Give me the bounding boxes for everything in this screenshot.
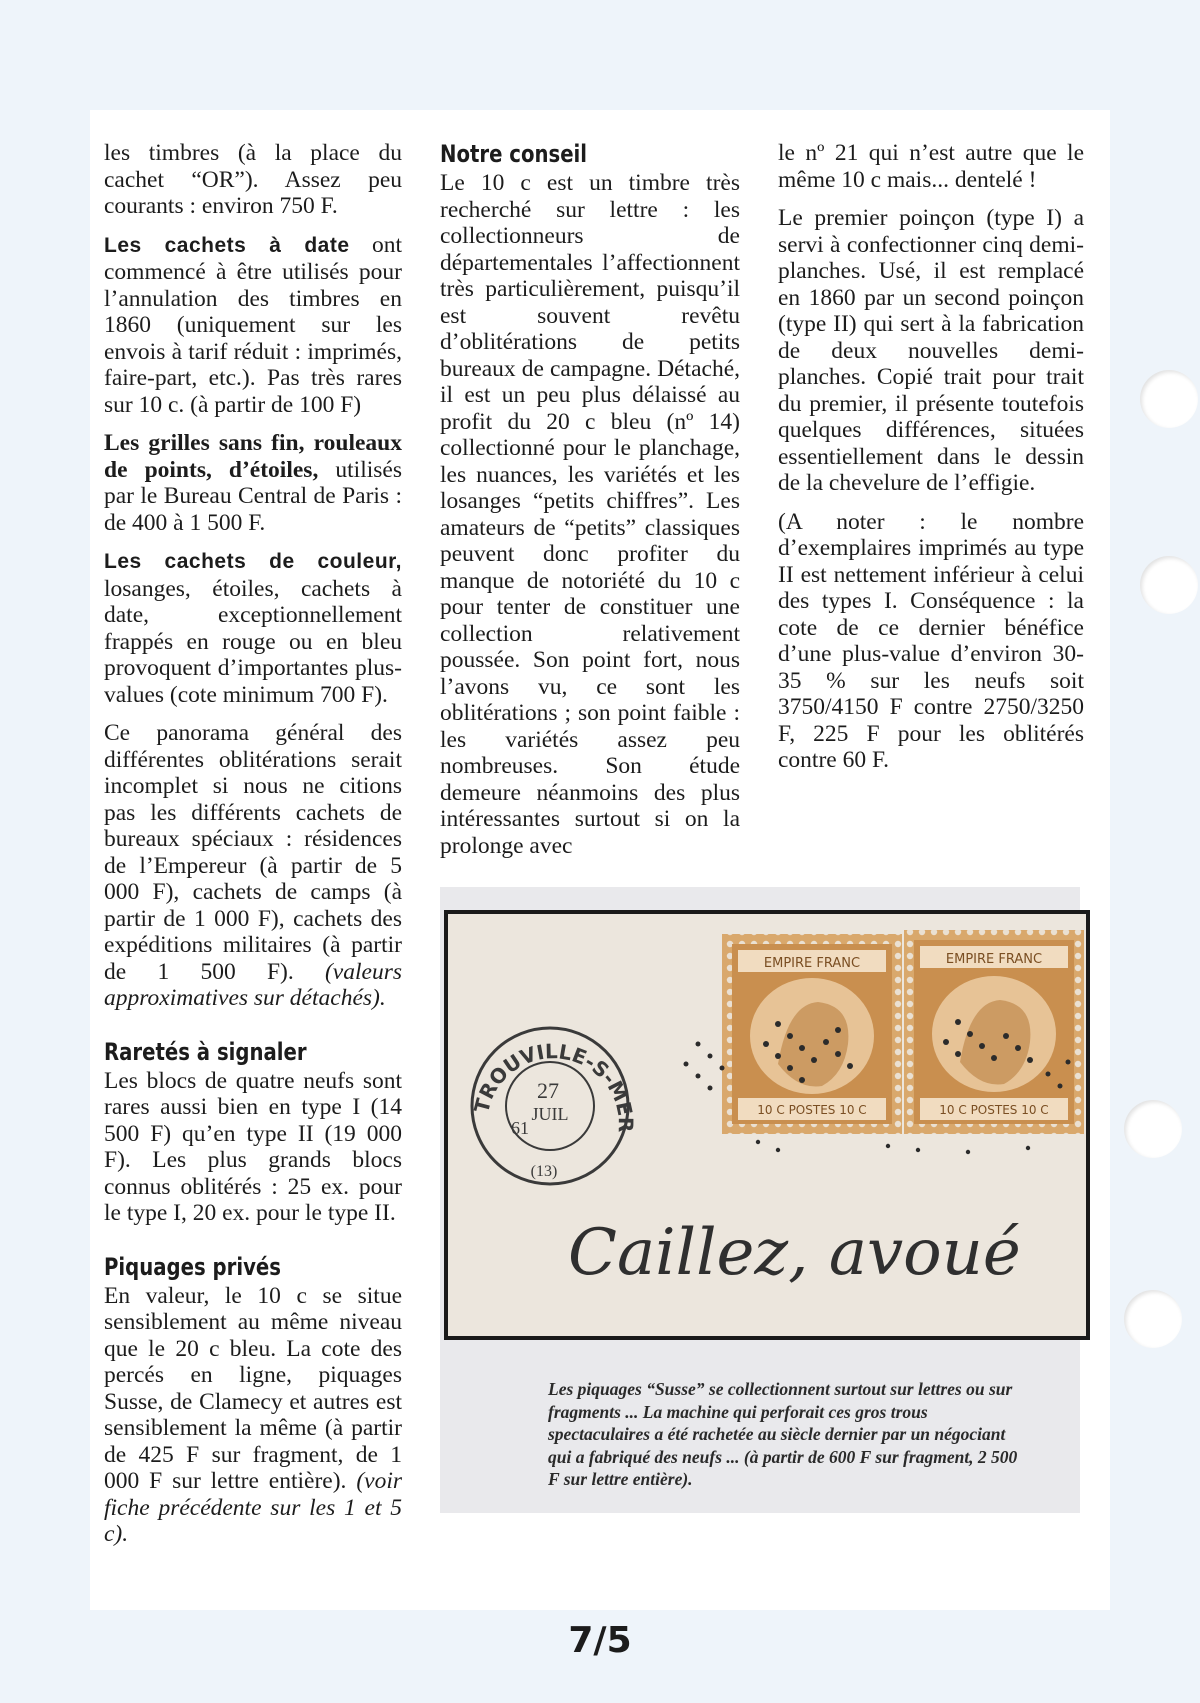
stamp-right-bottom-text: 10 C POSTES 10 C bbox=[939, 1103, 1049, 1117]
heading-piquages: Piquages privés bbox=[104, 1252, 281, 1281]
punch-hole-4 bbox=[1124, 1290, 1182, 1348]
punch-hole-1 bbox=[1140, 370, 1198, 428]
col1-p2-rest: ont commencé à être utilisés pour l’annulation des timbres en 1860 (uniquement sur les envois à tarif réduit : imprimés, faire-part, etc.). Pas très rares sur 10 c. (à partir de 100 F) bbox=[104, 231, 403, 418]
col1-p2-lead: Les cachets à date bbox=[104, 233, 350, 257]
column-1 bbox=[104, 140, 402, 1560]
stamp-right bbox=[904, 930, 1084, 1134]
col1-paragraph-1: les timbres (à la place du cachet “OR”). Assez peu courants : environ 750 F. bbox=[104, 140, 402, 219]
col1-paragraph-4 bbox=[104, 548, 402, 708]
handwritten-signature: Caillez, avoué bbox=[568, 1216, 1021, 1290]
photo-caption: Les piquages “Susse” se collectionnent surtout sur lettres ou sur fragments ... La machine qui perforait ces gros trous spectaculaires a été rachetée au siècle dernier par un négociant qui a fabriqué des neufs ... (à partir de 600 F sur fragment, 2 500 F sur lettre entière). bbox=[548, 1379, 1018, 1489]
col1-paragraph-2 bbox=[104, 232, 402, 419]
stamp-right-top-text: EMPIRE FRANC bbox=[945, 952, 1043, 967]
photo-fragment bbox=[448, 914, 1086, 1336]
postmark-town: TROUVILLE-S-MER bbox=[469, 1039, 638, 1133]
col1-p7-italic: (voir fiche précédente sur les 1 et 5 c). bbox=[104, 1468, 402, 1547]
postmark-year: 61 bbox=[511, 1118, 529, 1138]
stamp-left-bottom-text: 10 C POSTES 10 C bbox=[757, 1103, 867, 1117]
heading-notre-conseil: Notre conseil bbox=[440, 140, 588, 168]
column-2 bbox=[440, 140, 740, 871]
col1-p5-text: Ce panorama général des différentes oblitérations serait incomplet si nous ne citions pas les différents cachets de bureaux spéciaux : résidences de l’Empereur (à partir de 5 000 F), cachets de camps (à partir de 1 000 F), cachets des expéditions militaires (à partir de 1 500 F). bbox=[104, 720, 402, 985]
col1-paragraph-5 bbox=[104, 720, 402, 1012]
col1-p7-text: En valeur, le 10 c se situe sensiblement au même niveau que le 20 c bleu. La cote des percés en ligne, piquages Susse, de Clamecy et autres est sensiblement la même (à partir de 425 F sur fragment, de 1 000 F sur lettre entière). bbox=[104, 1282, 402, 1494]
stamp-fragment-photo bbox=[444, 910, 1090, 1340]
postmark bbox=[469, 1028, 638, 1184]
col1-p5-italic: (valeurs approximatives sur détachés). bbox=[104, 958, 402, 1011]
col3-paragraph-2: Le premier poinçon (type I) a servi à confectionner cinq demi-planches. Usé, il est remplacé en 1860 par un second poinçon (type II) qui sert à la fabrication de deux nouvelles demi-planches. Copié trait pour trait du premier, il présente toutefois quelques différences, situées essentiellement dans le dessin de la chevelure de l’effigie. bbox=[778, 205, 1084, 496]
col1-paragraph-3 bbox=[104, 430, 402, 536]
postmark-day: 27 bbox=[537, 1078, 559, 1103]
heading-raretes: Raretés à signaler bbox=[104, 1037, 307, 1066]
col1-p4-rest: losanges, étoiles, cachets à date, exceptionnellement frappés en rouge ou en bleu provoquent d’importantes plus-values (cote minimum 700 F). bbox=[104, 575, 402, 708]
punch-hole-2 bbox=[1140, 556, 1198, 614]
postmark-month: JUIL bbox=[531, 1104, 569, 1124]
postmark-dept: (13) bbox=[530, 1163, 558, 1180]
col1-paragraph-6: Les blocs de quatre neufs sont rares aussi bien en type I (14 500 F) qu’en type II (19 000 F). Les plus grands blocs connus oblitérés : 25 ex. pour le type I, 20 ex. pour le type II. bbox=[104, 1067, 402, 1226]
col3-paragraph-1: le nº 21 qui n’est autre que le même 10 c mais... dentelé ! bbox=[778, 140, 1084, 193]
col1-paragraph-7 bbox=[104, 1283, 402, 1548]
stamp-left bbox=[722, 934, 902, 1134]
col2-paragraph-1: Le 10 c est un timbre très recherché sur lettre : les collectionneurs de départementales l’affectionnent très particulièrement, puisqu’il est souvent revêtu d’oblitérations de petits bureaux de campagne. Détaché, il est un peu plus délaissé au profit du 20 c bleu (nº 14) collectionné pour le planchage, les nuances, les variétés et les losanges “petits chiffres”. Les amateurs de “petits” classiques peuvent donc profiter du manque de notoriété du 10 c pour tenter de constituer une collection relativement poussée. Son point fort, nous l’avons vu, ce sont les oblitérations ; son point faible : les variétés assez peu nombreuses. Son étude demeure néanmoins des plus intéressantes surtout si on la prolonge avec bbox=[440, 170, 740, 859]
col3-paragraph-3: (A noter : le nombre d’exemplaires imprimés au type II est nettement inférieur à celui des types I. Conséquence : la cote de ce dernier bénéfice d’une plus-value d’environ 30-35 % sur les neufs soit 3750/4150 F contre 2750/3250 F, 225 F pour les oblitérés contre 60 F. bbox=[778, 508, 1084, 773]
col1-p3-rest: utilisés par le Bureau Central de Paris : de 400 à 1 500 F. bbox=[104, 456, 402, 536]
col1-p4-lead: Les cachets de couleur, bbox=[104, 550, 402, 573]
punch-hole-3 bbox=[1124, 1100, 1182, 1158]
fragment-illustration bbox=[448, 914, 1086, 1336]
page-folio: 7/5 bbox=[568, 1620, 632, 1661]
stamp-left-top-text: EMPIRE FRANC bbox=[763, 956, 861, 971]
col1-p3-lead: Les grilles sans fin, rouleaux de points, d’étoiles, bbox=[104, 430, 402, 483]
column-3 bbox=[778, 140, 1084, 786]
